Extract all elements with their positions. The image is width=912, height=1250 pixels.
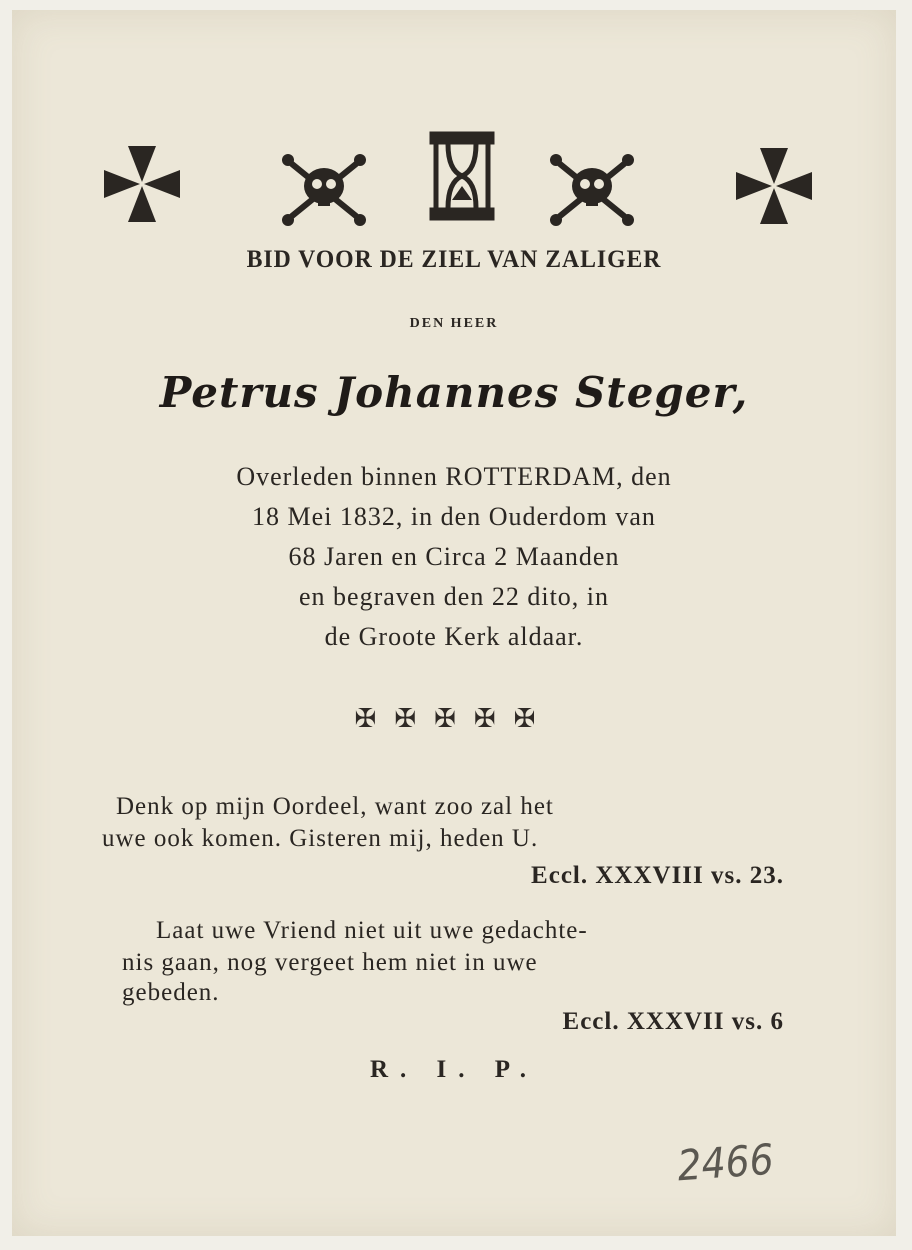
title-line: DEN HEER xyxy=(409,316,499,331)
death-line: Overleden binnen ROTTERDAM, den xyxy=(236,462,672,491)
ornament-row xyxy=(12,10,896,240)
quote-line: Denk op mijn Oordeel, want zoo zal het xyxy=(116,793,554,820)
cross-pattee-icon xyxy=(96,138,188,230)
handwritten-number: 2466 xyxy=(675,1134,776,1191)
cross-divider: ✠✠✠✠✠ xyxy=(354,704,554,734)
scripture-reference: Eccl. XXXVIII vs. 23. xyxy=(531,862,784,889)
rip-line: R. I. P. xyxy=(369,1056,538,1083)
quote-line: nis gaan, nog vergeet hem niet in uwe xyxy=(122,949,538,976)
hourglass-icon xyxy=(416,130,508,222)
skull-crossbones-icon xyxy=(278,146,370,238)
skull-crossbones-icon xyxy=(546,146,638,238)
prayer-heading: BID VOOR DE ZIEL VAN ZALIGER xyxy=(246,246,662,273)
death-line: en begraven den 22 dito, in xyxy=(298,582,610,611)
quote-line: Laat uwe Vriend niet uit uwe gedachte- xyxy=(156,917,588,944)
deceased-name: Petrus Johannes Steger, xyxy=(159,368,749,417)
quote-line: uwe ook komen. Gisteren mij, heden U. xyxy=(102,825,539,852)
death-line: 68 Jaren en Circa 2 Maanden xyxy=(288,542,620,571)
quote-line: gebeden. xyxy=(122,979,220,1006)
memorial-card xyxy=(12,10,896,1236)
cross-pattee-icon xyxy=(728,140,820,232)
death-line: 18 Mei 1832, in den Ouderdom van xyxy=(252,502,656,531)
death-line: de Groote Kerk aldaar. xyxy=(324,622,584,651)
scripture-reference: Eccl. XXXVII vs. 6 xyxy=(562,1008,784,1035)
